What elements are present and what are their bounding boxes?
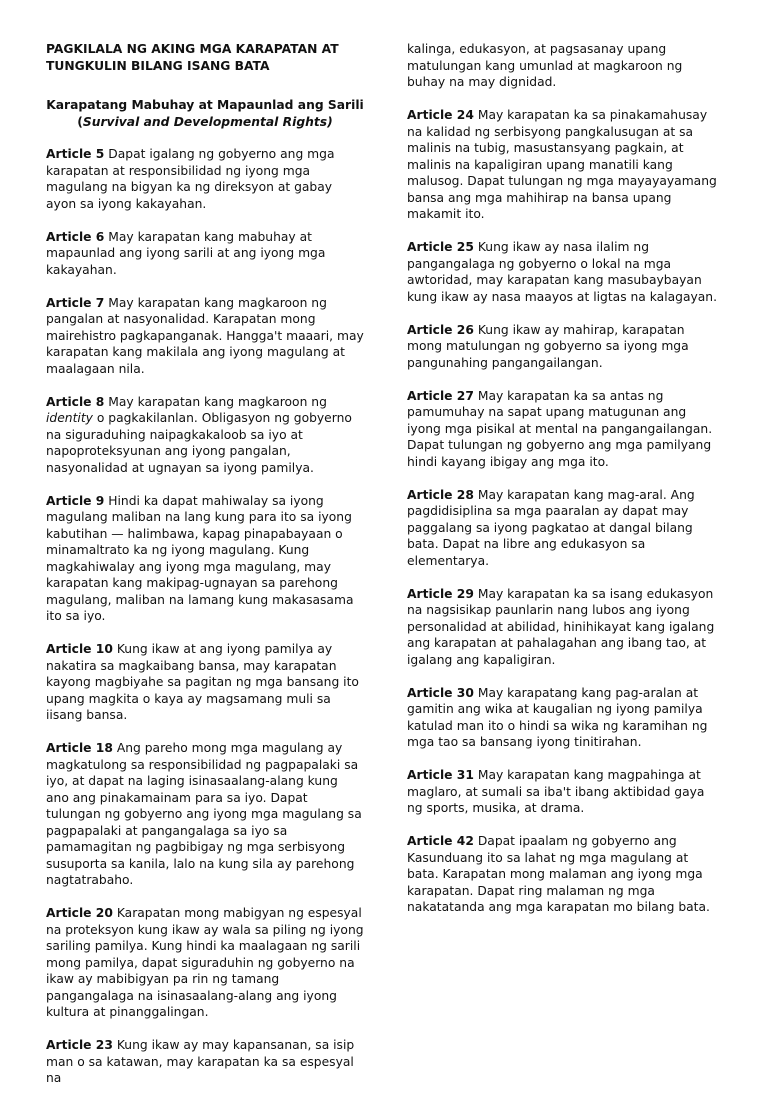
article-text: Ang pareho mong mga magulang ay magkatulong sa responsibilidad ng pagpapalaki sa iyo, at dapat na laging isinasaalang-alang kung ano ang pinakamainam para sa iyo. Dapat tulungan ng gobyerno ang iyong mga magulang sa pagpapalaki at pangangalaga sa iyo sa pamamagitan ng pagbibigay ng mga serbisyong susuporta sa kanila, lalo na kung sila ay parehong nagtatrabaho.: [46, 741, 362, 887]
article-text: May karapatan ka sa pinakamahusay na kalidad ng serbisyong pangkalusugan at sa malinis na tubig, masustansyang pagkain, at malinis na kapaligiran upang manatili kang malusog. Dapat tulungan ng mga mayayayamang bansa ang mga mahihirap na bansa upang makamit ito.: [407, 108, 717, 221]
article-italic-term: identity: [46, 411, 93, 425]
article-29: [407, 586, 723, 669]
article-10: [46, 641, 364, 724]
section-subtitle-open: (: [77, 114, 83, 129]
article-text: Dapat ipaalam ng gobyerno ang Kasunduang ito sa lahat ng mga magulang at bata. Karapatan mong malaman ang iyong mga karapatan. Dapat ring malaman ng mga nakatatanda ang mga karapatan mo bilang bata.: [407, 834, 710, 914]
article-23: [46, 1037, 364, 1087]
article-23-continued: kalinga, edukasyon, at pagsasanay upang matulungan kang umunlad at magkaroon ng buhay na may dignidad.: [407, 42, 683, 89]
article-number: Article 31: [407, 768, 474, 782]
article-number: Article 42: [407, 834, 474, 848]
article-text: Kung ikaw at ang iyong pamilya ay nakatira sa magkaibang bansa, may karapatan kayong magbiyahe sa pagitan ng mga bansang ito upang magkita o kaya ay magsamang muli sa iisang bansa.: [46, 642, 359, 722]
article-text: May karapatan kang magkaroon ng pangalan at nasyonalidad. Karapatan mong mairehistro pagkapanganak. Hangga't maaari, may karapatan kang makilala ang iyong magulang at maalagaan nila.: [46, 295, 364, 376]
article-6: [46, 229, 364, 279]
article-text: May karapatan kang magpahinga at maglaro, at sumali sa iba't ibang aktibidad gaya ng sports, musika, at drama.: [407, 768, 705, 815]
article-number: Article 30: [407, 685, 474, 700]
left-column: [46, 41, 364, 1103]
article-25: [407, 239, 723, 305]
article-42: [407, 833, 723, 916]
article-number: Article 28: [407, 487, 474, 502]
article-number: Article 6: [46, 229, 105, 244]
article-24: [407, 107, 723, 223]
article-number: Article 23: [46, 1038, 113, 1052]
article-text: Kung ikaw ay mahirap, karapatan mong matulungan ng gobyerno sa iyong mga pangunahing pangangailangan.: [407, 322, 689, 370]
article-text: May karapatang kang pag-aralan at gamitin ang wika at kaugalian ng iyong pamilya katulad man ito o hindi sa wika ng karamihan ng mga tao sa bansang iyong tinitirahan.: [407, 685, 708, 749]
article-number: Article 7: [46, 295, 105, 310]
section-title: Karapatang Mabuhay at Mapaunlad ang Sarili: [46, 98, 364, 112]
article-number: Article 8: [46, 394, 105, 409]
article-20: [46, 905, 364, 1021]
article-text: May karapatan ka sa isang edukasyon na nagsisikap paunlarin nang lubos ang iyong personalidad at abilidad, hinihikayat kang igalang ang karapatan at pahalagahan ang ibang tao, at igalang ang kapaligiran.: [407, 586, 715, 667]
article-number: Article 29: [407, 586, 474, 601]
document-title-line1: PAGKILALA NG AKING MGA KARAPATAN AT: [46, 42, 339, 56]
article-number: Article 5: [46, 147, 105, 161]
article-number: Article 24: [407, 108, 474, 122]
article-text-before: May karapatan kang magkaroon ng: [104, 394, 327, 409]
article-number: Article 9: [46, 493, 105, 508]
article-18: [46, 740, 364, 889]
article-9: [46, 493, 364, 625]
article-28: [407, 487, 723, 570]
section-heading: [46, 97, 364, 130]
article-text: Kung ikaw ay nasa ilalim ng pangangalaga ng gobyerno o lokal na mga awtoridad, may karapatan kang masubaybayan kung ikaw ay nasa maayos at ligtas na kalagayan.: [407, 240, 717, 304]
article-5: [46, 146, 364, 212]
article-text: May karapatan kang mag-aral. Ang pagdidisiplina sa mga paaralan ay dapat may paggalang sa iyong pagkatao at dangal bilang bata. Dapat na libre ang edukasyon sa elementarya.: [407, 487, 695, 568]
article-text-after: o pagkakilanlan. Obligasyon ng gobyerno na siguraduhing naipagkakaloob sa iyo at napoproteksyunan ang iyong pangalan, nasyonalidad at ugnayan sa iyong pamilya.: [46, 411, 352, 475]
article-text: Karapatan mong mabigyan ng espesyal na proteksyon kung ikaw ay wala sa piling ng iyong sariling pamilya. Kung hindi ka maalagaan ng sarili mong pamilya, dapat siguraduhin ng gobyerno na ikaw ay mabibigyan pa rin ng tamang pangangalaga na isinasaalang-alang ang iyong kultura at pinanggalingan.: [46, 906, 364, 1019]
article-text: Kung ikaw ay may kapansanan, sa isip man o sa katawan, may karapatan ka sa espesyal na: [46, 1038, 355, 1085]
article-31: [407, 767, 723, 817]
document-title-line2: TUNGKULIN BILANG ISANG BATA: [46, 58, 270, 73]
article-27: [407, 388, 723, 471]
article-7: [46, 295, 364, 378]
article-number: Article 20: [46, 906, 113, 920]
article-number: Article 25: [407, 240, 474, 254]
article-number: Article 26: [407, 322, 474, 337]
article-number: Article 27: [407, 388, 474, 403]
article-text: May karapatan kang mabuhay at mapaunlad ang iyong sarili at ang iyong mga kakayahan.: [46, 229, 326, 277]
article-26: [407, 322, 723, 372]
document-title: [46, 41, 364, 74]
article-number: Article 10: [46, 642, 113, 656]
article-8: [46, 394, 364, 477]
article-text: Dapat igalang ng gobyerno ang mga karapatan at responsibilidad ng iyong mga magulang na bigyan ka ng direksyon at gabay ayon sa iyong kakayahan.: [46, 147, 335, 211]
section-subtitle: Survival and Developmental Rights): [82, 114, 333, 129]
right-column: [407, 41, 723, 932]
article-text: Hindi ka dapat mahiwalay sa iyong magulang maliban na lang kung para ito sa iyong kabutihan — halimbawa, kapag pinapabayaan o minamaltrato ka ng iyong magulang. Kung magkahiwalay ang iyong mga magulang, may karapatan kang makipag-ugnayan sa parehong magulang, maliban na lamang kung makasasama ito sa iyo.: [46, 493, 354, 623]
article-number: Article 18: [46, 741, 113, 755]
article-30: [407, 685, 723, 751]
article-text: May karapatan ka sa antas ng pamumuhay na sapat upang matugunan ang iyong mga pisikal at mental na pangangailangan. Dapat tulungan ng gobyerno ang mga pamilyang hindi kayang ibigay ang mga ito.: [407, 388, 713, 469]
